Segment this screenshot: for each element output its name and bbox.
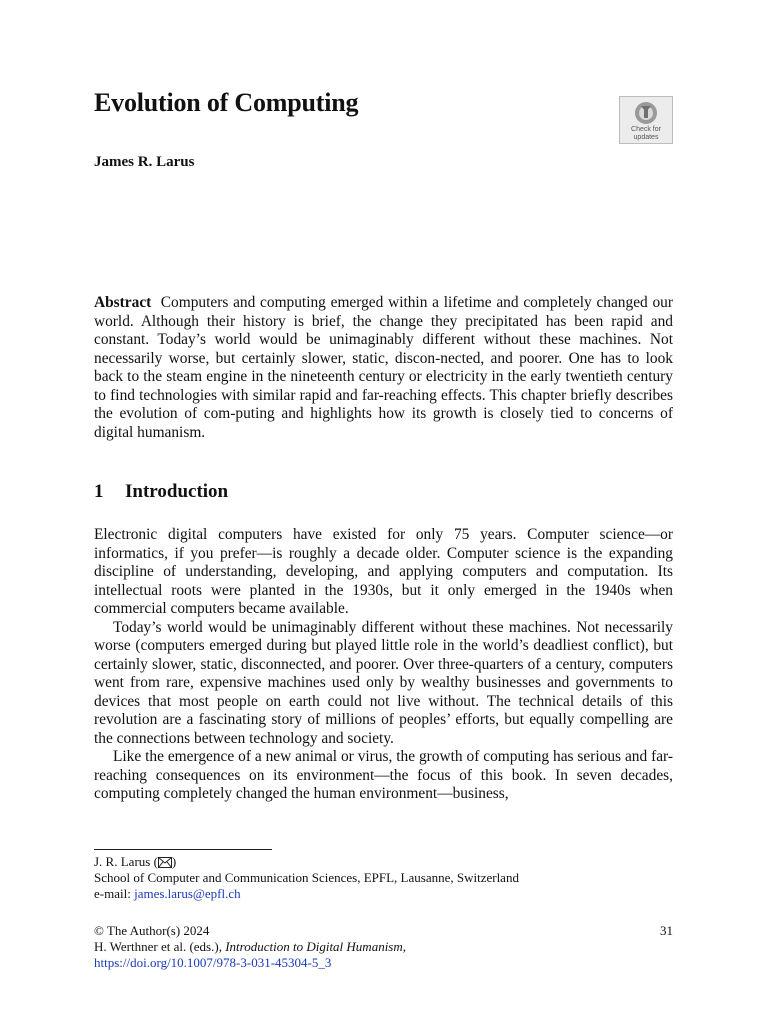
footnote-email-line bbox=[94, 886, 673, 902]
body-paragraph-3: Like the emergence of a new animal or virus, the growth of computing has serious and far-reaching consequences on its environment—the focus of this book. In seven decades, computing completely changed the human environment—business, bbox=[94, 748, 673, 802]
chapter-title: Evolution of Computing bbox=[94, 88, 359, 117]
badge-line-1: Check for bbox=[631, 126, 661, 133]
abstract bbox=[94, 294, 673, 442]
footnote-divider bbox=[94, 849, 272, 850]
book-citation bbox=[94, 939, 673, 955]
section-number: 1 bbox=[94, 481, 104, 502]
body-paragraph-2: Today’s world would be unimaginably different without these machines. Not necessarily worse (computers emerged during but played little role in the world’s deadliest conflict), but certainly slower, static, disconnected, and poorer. Over three-quarters of a century, computers went from rare, expensive machines used only by wealthy businesses and governments to devices that most people on earth could not live without. The technical details of this revolution are a fascinating story of millions of peoples’ efforts, but equally compelling are the connections between technology and society. bbox=[94, 618, 673, 747]
email-link[interactable]: james.larus@epfl.ch bbox=[134, 886, 241, 901]
publication-info bbox=[94, 923, 673, 971]
footnote bbox=[94, 854, 673, 902]
book-suffix: , bbox=[402, 939, 406, 954]
copyright: © The Author(s) 2024 bbox=[94, 923, 210, 938]
abstract-label: Abstract bbox=[94, 294, 152, 311]
footnote-author-close: ) bbox=[171, 854, 177, 869]
envelope-icon[interactable] bbox=[158, 857, 172, 868]
page-number: 31 bbox=[660, 923, 673, 938]
footnote-email-label: e-mail: bbox=[94, 886, 135, 901]
body-text bbox=[94, 526, 673, 804]
check-updates-icon bbox=[632, 101, 660, 125]
badge-line-2: updates bbox=[633, 134, 659, 141]
section-heading bbox=[94, 481, 228, 503]
doi-link[interactable]: https://doi.org/10.1007/978-3-031-45304-5_3 bbox=[94, 955, 332, 970]
footnote-author: J. R. Larus ( bbox=[94, 854, 158, 869]
book-title: Introduction to Digital Humanism bbox=[225, 939, 403, 954]
book-editors: H. Werthner et al. (eds.), bbox=[94, 939, 226, 954]
check-for-updates-badge[interactable] bbox=[619, 96, 673, 144]
footnote-affiliation: School of Computer and Communication Sciences, EPFL, Lausanne, Switzerland bbox=[94, 870, 519, 885]
footnote-author-line bbox=[94, 854, 673, 870]
body-paragraph-1: Electronic digital computers have existed for only 75 years. Computer science—or informatics, if you prefer—is roughly a decade older. Computer science is the expanding discipline of understanding, developing, and applying computers and computation. Its intellectual roots were planted in the 1930s, but it only emerged in the 1940s when commercial computers became available. bbox=[94, 526, 673, 617]
author-name: James R. Larus bbox=[94, 154, 195, 170]
section-title: Introduction bbox=[125, 481, 229, 502]
abstract-text: Computers and computing emerged within a lifetime and completely changed our world. Although their history is brief, the change they precipitated has been rapid and constant. Today’s world would be unimaginably different without these machines. Not necessarily worse, but certainly slower, static, discon-nected, and poorer. One has to look back to the steam engine in the nineteenth century or electricity in the early twentieth century to find technologies with similar rapid and far-reaching effects. This chapter briefly describes the evolution of com-puting and highlights how its growth is closely tied to concerns of digital humanism. bbox=[94, 294, 673, 441]
